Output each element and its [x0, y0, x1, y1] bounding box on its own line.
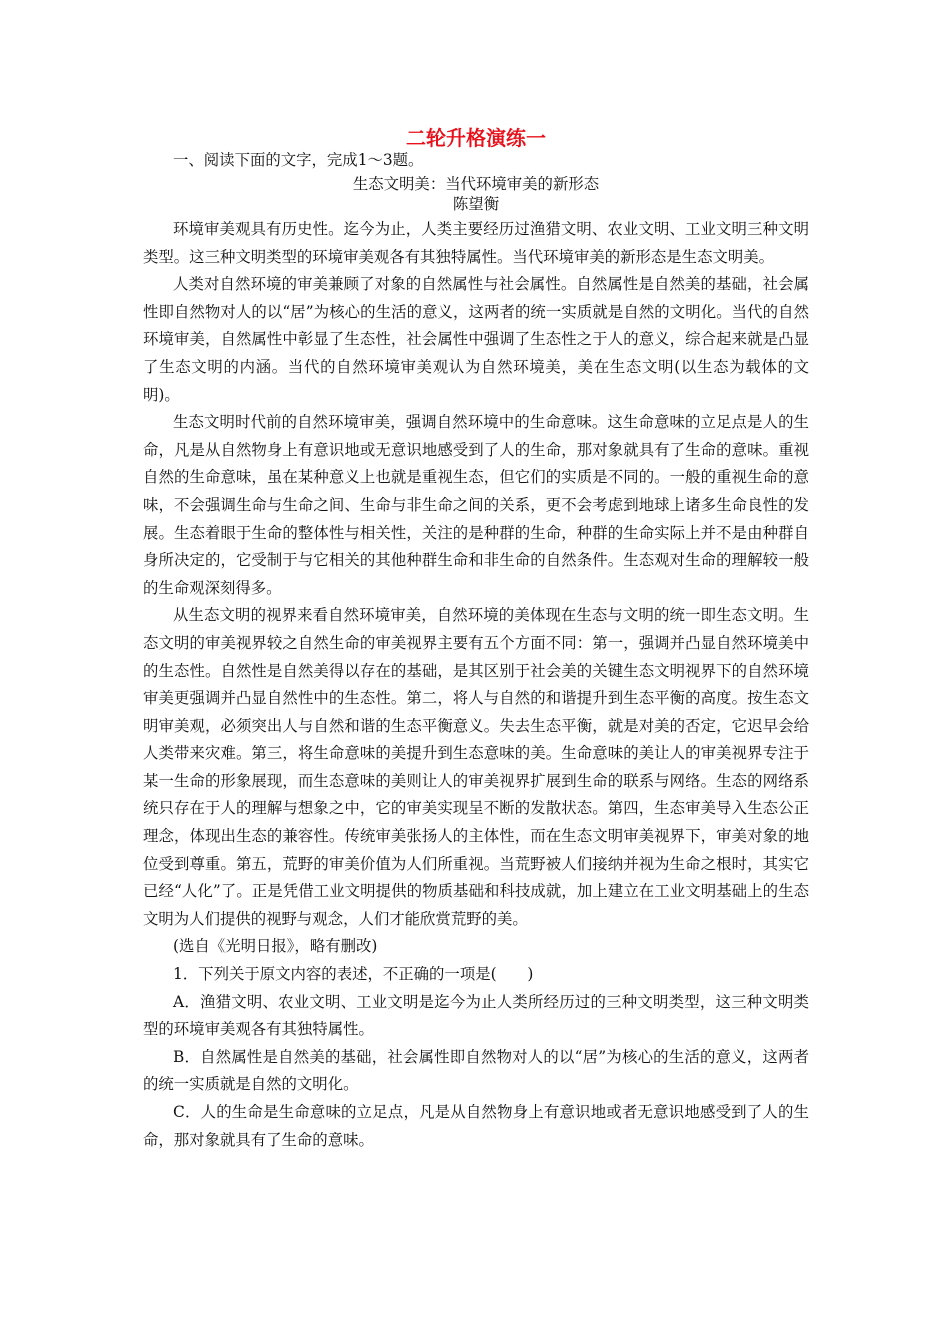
- question-1: 1．下列关于原文内容的表述，不正确的一项是( ): [173, 965, 534, 984]
- option-c: C．人的生命是生命意味的立足点，凡是从自然物身上有意识地或者无意识地感受到了人的生命，那对象就具有了生命的意味。: [143, 1103, 809, 1149]
- article-paragraph-1: 环境审美观具有历史性。迄今为止，人类主要经历过渔猎文明、农业文明、工业文明三种文明类型。这三种文明类型的环境审美观各有其独特属性。当代环境审美的新形态是生态文明美。: [143, 220, 809, 266]
- source-note: (选自《光明日报》，略有删改): [173, 937, 378, 956]
- document-page: [143, 124, 809, 1154]
- article-paragraph-2: 人类对自然环境的审美兼顾了对象的自然属性与社会属性。自然属性是自然美的基础，社会属性即自然物对人的以“居”为核心的生活的意义，这两者的统一实质就是自然的文明化。当代的自然环境审美，自然属性中彰显了生态性，社会属性中强调了生态性之于人的意义，综合起来就是凸显了生态文明的内涵。当代的自然环境审美观认为自然环境美，美在生态文明(以生态为载体的文明)。: [143, 275, 809, 404]
- article-title: 生态文明美：当代环境审美的新形态: [352, 175, 600, 193]
- option-a: A．渔猎文明、农业文明、工业文明是迄今为止人类所经历过的三种文明类型，这三种文明类型的环境审美观各有其独特属性。: [143, 992, 809, 1039]
- page-title: 二轮升格演练一: [406, 126, 546, 150]
- option-b: B．自然属性是自然美的基础，社会属性即自然物对人的以“居”为核心的生活的意义，这两者的统一实质就是自然的文明化。: [143, 1047, 809, 1094]
- article-author: 陈望衡: [452, 195, 500, 213]
- article-paragraph-3: 生态文明时代前的自然环境审美，强调自然环境中的生命意味。这生命意味的立足点是人的生命，凡是从自然物身上有意识地或无意识地感受到了人的生命，那对象就具有了生命的意味。重视自然的生命意味，虽在某种意义上也就是重视生态，但它们的实质是不同的。一般的重视生命的意味，不会强调生命与生命之间、生命与非生命之间的关系，更不会考虑到地球上诸多生命良性的发展。生态着眼于生命的整体性与相关性，关注的是种群的生命，种群的生命实际上并不是由种群自身所决定的，它受制于与它相关的其他种群生命和非生命的自然条件。生态观对生命的理解较一般的生命观深刻得多。: [143, 413, 809, 597]
- reading-instruction: 一、阅读下面的文字，完成1～3题。: [173, 151, 424, 169]
- article-paragraph-4: 从生态文明的视界来看自然环境审美，自然环境的美体现在生态与文明的统一即生态文明。生态文明的审美视界较之自然生命的审美视界主要有五个方面不同：第一，强调并凸显自然环境美中的生态性。自然性是自然美得以存在的基础，是其区别于社会美的关键生态文明视界下的自然环境审美更强调并凸显自然性中的生态性。第二，将人与自然的和谐提升到生态平衡的高度。按生态文明审美观，必须突出人与自然和谐的生态平衡意义。失去生态平衡，就是对美的否定，它迟早会给人类带来灾难。第三，将生命意味的美提升到生态意味的美。生命意味的美让人的审美视界专注于某一生命的形象展现，而生态意味的美则让人的审美视界扩展到生命的联系与网络。生态的网络系统只存在于人的理解与想象之中，它的审美实现呈不断的发散状态。第四，生态审美导入生态公正理念，体现出生态的兼容性。传统审美张扬人的主体性，而在生态文明审美视界下，审美对象的地位受到尊重。第五，荒野的审美价值为人们所重视。当荒野被人们接纳并视为生命之根时，其实它已经“人化”了。正是凭借工业文明提供的物质基础和科技成就，加上建立在工业文明基础上的生态文明为人们提供的视野与观念，人们才能欣赏荒野的美。: [143, 606, 809, 928]
